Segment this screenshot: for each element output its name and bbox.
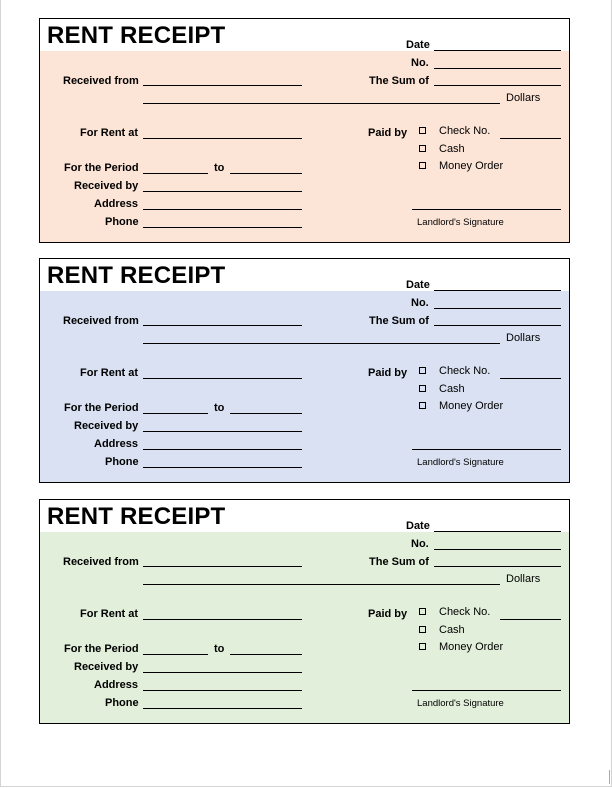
money-order-label: Money Order (439, 160, 504, 172)
received-by-label: Received by (74, 661, 139, 673)
check-no-label: Check No. (439, 365, 491, 377)
phone-field[interactable] (143, 227, 302, 228)
receipt-title: RENT RECEIPT (47, 22, 226, 49)
receipt-number-field[interactable] (434, 68, 561, 69)
receipt-title: RENT RECEIPT (47, 262, 226, 289)
amount-words-field[interactable] (143, 343, 500, 344)
receipt-number-field[interactable] (434, 308, 561, 309)
rent-receipt-2 (39, 258, 570, 483)
for-rent-at-field[interactable] (143, 138, 302, 139)
money-order-checkbox[interactable] (419, 643, 426, 650)
sum-of-field[interactable] (434, 85, 561, 86)
check-checkbox[interactable] (419, 608, 426, 615)
no-label: No. (411, 297, 429, 309)
received-from-label: Received from (63, 315, 139, 327)
amount-words-field[interactable] (143, 103, 500, 104)
to-label: to (214, 643, 225, 655)
address-label: Address (94, 438, 139, 450)
no-label: No. (411, 57, 429, 69)
to-label: to (214, 162, 225, 174)
paid-by-label: Paid by (368, 608, 408, 620)
address-label: Address (94, 198, 139, 210)
check-no-field[interactable] (500, 619, 561, 620)
page-corner-mark (601, 770, 610, 784)
period-start-field[interactable] (143, 173, 208, 174)
check-no-label: Check No. (439, 125, 491, 137)
date-label: Date (406, 279, 430, 291)
for-rent-at-field[interactable] (143, 619, 302, 620)
paid-by-label: Paid by (368, 367, 408, 379)
for-rent-at-label: For Rent at (80, 127, 139, 139)
cash-label: Cash (439, 383, 465, 395)
rent-receipt-1 (39, 18, 570, 243)
check-no-field[interactable] (500, 138, 561, 139)
to-label: to (214, 402, 225, 414)
check-no-label: Check No. (439, 606, 491, 618)
cash-checkbox[interactable] (419, 626, 426, 633)
landlord-signature-field[interactable] (412, 690, 561, 691)
received-from-label: Received from (63, 75, 139, 87)
period-end-field[interactable] (230, 413, 302, 414)
sum-of-field[interactable] (434, 325, 561, 326)
landlord-signature-field[interactable] (412, 209, 561, 210)
check-checkbox[interactable] (419, 127, 426, 134)
date-label: Date (406, 39, 430, 51)
landlord-signature-label: Landlord's Signature (417, 698, 504, 709)
no-label: No. (411, 538, 429, 550)
period-start-field[interactable] (143, 413, 208, 414)
address-field[interactable] (143, 449, 302, 450)
received-from-field[interactable] (143, 325, 302, 326)
sum-of-label: The Sum of (369, 75, 429, 87)
phone-label: Phone (105, 456, 139, 468)
landlord-signature-label: Landlord's Signature (417, 457, 504, 468)
received-by-label: Received by (74, 180, 139, 192)
period-end-field[interactable] (230, 173, 302, 174)
receipt-title: RENT RECEIPT (47, 503, 226, 530)
landlord-signature-label: Landlord's Signature (417, 217, 504, 228)
rent-receipt-3 (39, 499, 570, 724)
cash-label: Cash (439, 143, 465, 155)
for-the-period-label: For the Period (64, 162, 139, 174)
money-order-checkbox[interactable] (419, 162, 426, 169)
date-field[interactable] (434, 290, 561, 291)
dollars-label: Dollars (506, 332, 541, 344)
cash-label: Cash (439, 624, 465, 636)
address-field[interactable] (143, 209, 302, 210)
for-rent-at-label: For Rent at (80, 608, 139, 620)
received-from-field[interactable] (143, 566, 302, 567)
date-field[interactable] (434, 50, 561, 51)
received-from-label: Received from (63, 556, 139, 568)
amount-words-field[interactable] (143, 584, 500, 585)
received-by-field[interactable] (143, 431, 302, 432)
money-order-checkbox[interactable] (419, 402, 426, 409)
landlord-signature-field[interactable] (412, 449, 561, 450)
sum-of-label: The Sum of (369, 315, 429, 327)
paid-by-label: Paid by (368, 127, 408, 139)
period-end-field[interactable] (230, 654, 302, 655)
period-start-field[interactable] (143, 654, 208, 655)
phone-label: Phone (105, 216, 139, 228)
receipt-number-field[interactable] (434, 549, 561, 550)
for-rent-at-field[interactable] (143, 378, 302, 379)
address-field[interactable] (143, 690, 302, 691)
for-the-period-label: For the Period (64, 402, 139, 414)
address-label: Address (94, 679, 139, 691)
phone-label: Phone (105, 697, 139, 709)
received-from-field[interactable] (143, 85, 302, 86)
phone-field[interactable] (143, 467, 302, 468)
for-rent-at-label: For Rent at (80, 367, 139, 379)
date-label: Date (406, 520, 430, 532)
for-the-period-label: For the Period (64, 643, 139, 655)
money-order-label: Money Order (439, 400, 504, 412)
sum-of-label: The Sum of (369, 556, 429, 568)
dollars-label: Dollars (506, 573, 541, 585)
dollars-label: Dollars (506, 92, 541, 104)
sum-of-field[interactable] (434, 566, 561, 567)
received-by-label: Received by (74, 420, 139, 432)
cash-checkbox[interactable] (419, 385, 426, 392)
check-checkbox[interactable] (419, 367, 426, 374)
received-by-field[interactable] (143, 191, 302, 192)
money-order-label: Money Order (439, 641, 504, 653)
date-field[interactable] (434, 531, 561, 532)
cash-checkbox[interactable] (419, 145, 426, 152)
check-no-field[interactable] (500, 378, 561, 379)
phone-field[interactable] (143, 708, 302, 709)
received-by-field[interactable] (143, 672, 302, 673)
